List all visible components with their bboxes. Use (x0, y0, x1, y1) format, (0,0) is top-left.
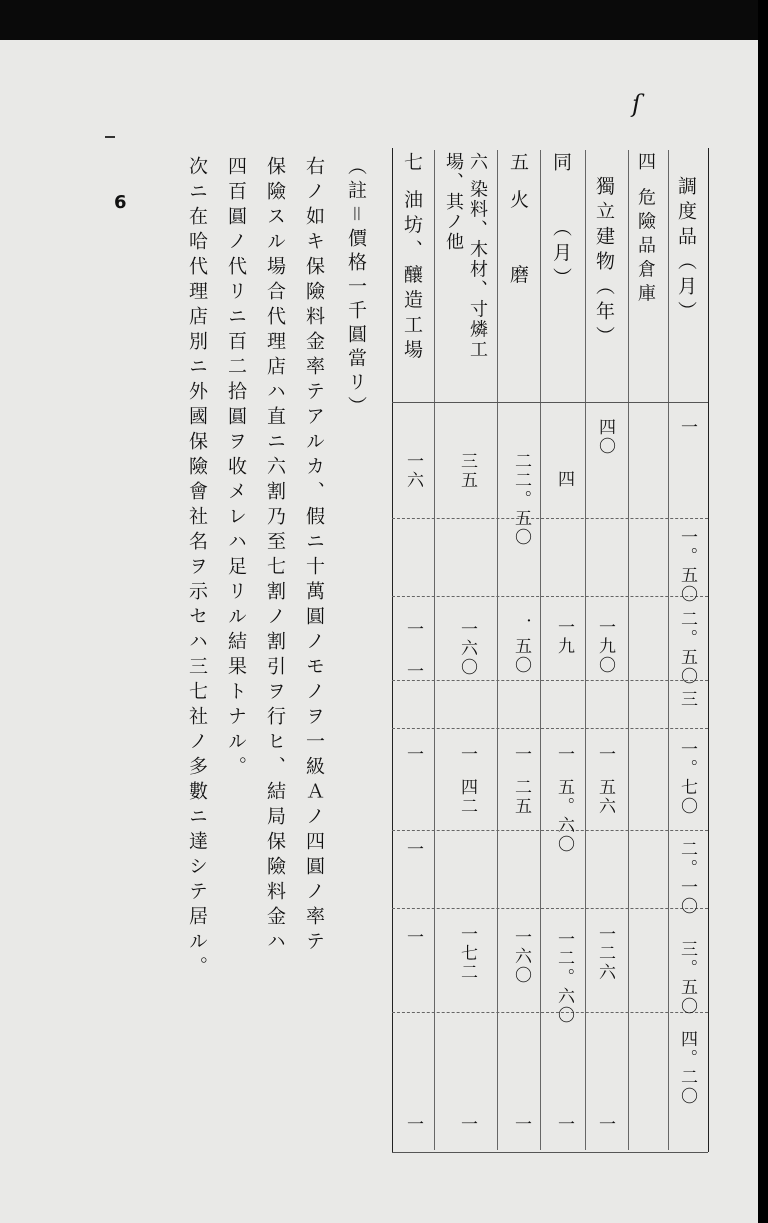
table-rule (392, 908, 708, 909)
table-cell: 一 (511, 1115, 531, 1134)
row-label: 四 危險品倉庫 (635, 152, 656, 308)
table-rule (585, 150, 586, 1150)
table-rule (392, 518, 708, 519)
table-cell: 一。五〇 (677, 528, 697, 604)
document-page (0, 40, 758, 1223)
body-line: 四百圓ノ代リニ百二拾圓ヲ收メレハ足リル結果トナル。 (225, 156, 247, 781)
row-label: 同 （月） (550, 152, 572, 293)
table-rule (392, 1152, 708, 1153)
table-cell: 二五 (511, 778, 531, 816)
table-rule (668, 150, 669, 1150)
table-cell: 一 (457, 745, 477, 764)
row-label: 獨立建物（年） (593, 176, 615, 351)
table-cell: 四。二〇 (677, 1030, 697, 1106)
table-cell: 一 (595, 1115, 615, 1134)
page-number: 6 (114, 192, 127, 213)
row-label: 六 染料、木材、寸燐工場、其ノ他 (443, 152, 488, 360)
table-cell: 一九 (554, 618, 574, 656)
table-rule (392, 148, 393, 1152)
note-title: （註＝價格一千圓當リ） (345, 156, 367, 421)
row-label: 調度品（月） (675, 176, 697, 326)
table-cell: 一 (457, 1115, 477, 1134)
table-rule (392, 402, 708, 403)
table-cell: 一六〇 (457, 620, 477, 677)
table-rule (392, 728, 708, 729)
scan-border (758, 0, 768, 1223)
table-rule (708, 148, 709, 1152)
table-cell: ．五〇 (511, 618, 531, 675)
table-cell: 三 (677, 690, 697, 709)
row-label: 七 油坊、釀造工場 (401, 152, 423, 365)
table-cell: 一 (595, 745, 615, 764)
body-line: 次ニ在哈代理店別ニ外國保險會社名ヲ示セハ三七社ノ多數ニ達シテ居ル。 (186, 156, 208, 981)
corner-mark: ſ (632, 90, 641, 118)
table-cell: 一 (677, 418, 697, 437)
table-cell: 一二。六〇 (554, 930, 574, 1025)
table-rule (392, 830, 708, 831)
table-cell: 五。六〇 (554, 778, 574, 854)
table-cell: 一 (511, 745, 531, 764)
table-cell: 二。一〇 (677, 840, 697, 916)
table-rule (392, 680, 708, 681)
table-cell: 一 (554, 1115, 574, 1134)
table-rule (392, 1012, 708, 1013)
table-cell: 三五 (457, 452, 477, 490)
table-cell: 一 (403, 840, 423, 859)
table-cell: 三。五〇 (677, 940, 697, 1016)
table-rule (434, 150, 435, 1150)
table-cell: 四〇 (595, 418, 615, 456)
table-cell: 一七二 (457, 925, 477, 982)
table-rule (392, 596, 708, 597)
table-cell: 一九〇 (595, 618, 615, 675)
table-rule (540, 150, 541, 1150)
dash-mark (105, 136, 115, 138)
table-cell: 一六 (403, 452, 423, 490)
table-cell: 五六 (595, 778, 615, 816)
table-rule (628, 150, 629, 1150)
table-cell: 一 (403, 1115, 423, 1134)
table-cell: 一 (403, 620, 423, 639)
table-cell: 二二。五〇 (511, 452, 531, 547)
table-cell: 一 (403, 928, 423, 947)
table-cell: 二。五〇 (677, 610, 697, 686)
table-cell: 一二六 (595, 925, 615, 982)
table-cell: 四 (554, 470, 574, 489)
table-cell: 四二 (457, 778, 477, 816)
body-line: 右ノ如キ保險料金率テアルカ、假ニ十萬圓ノモノヲ一級Ａノ四圓ノ率テ (303, 156, 325, 956)
table-cell: 一六〇 (511, 928, 531, 985)
table-cell: 一 (554, 745, 574, 764)
body-line: 保險スル場合代理店ハ直ニ六割乃至七割ノ割引ヲ行ヒ、結局保險料金ハ (264, 156, 286, 956)
table-cell: 一 (403, 662, 423, 681)
table-rule (497, 150, 498, 1150)
table-cell: 一 (403, 745, 423, 764)
table-cell: 一。七〇 (677, 740, 697, 816)
row-label: 五 火 磨 (507, 152, 529, 290)
